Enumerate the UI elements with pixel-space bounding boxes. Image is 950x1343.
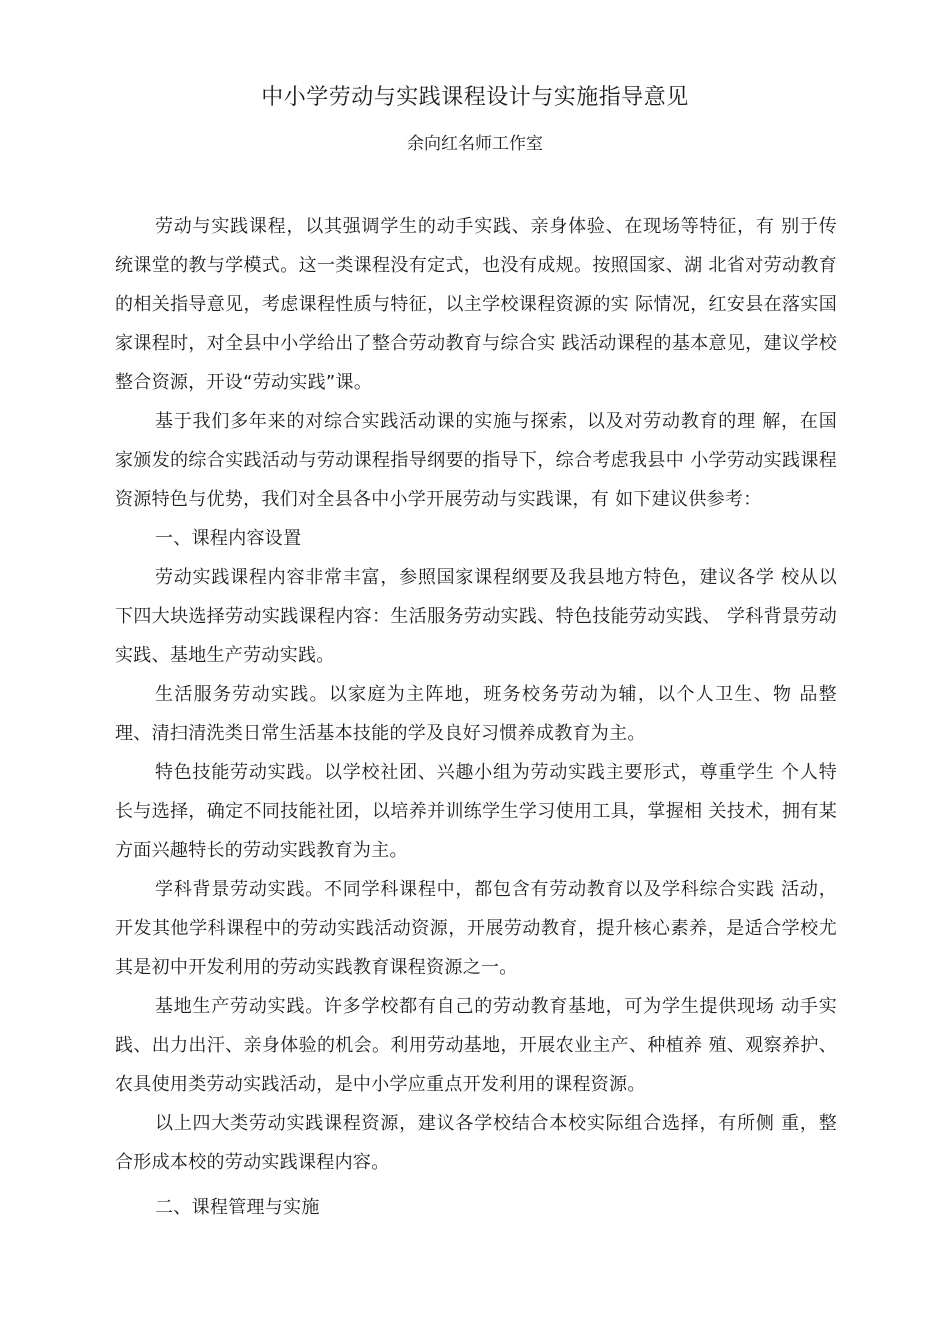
paragraph-content-overview: 劳动实践课程内容非常丰富，参照国家课程纲要及我县地方特色，建议各学 校从以下四大块选择劳动实践课程内容：生活服务劳动实践、特色技能劳动实践、 学科背景劳动实践、基地生产劳动实践。 xyxy=(115,567,837,666)
paragraph-summary: 以上四大类劳动实践课程资源，建议各学校结合本校实际组合选择，有所侧 重，整合形成本校的劳动实践课程内容。 xyxy=(115,1113,837,1173)
section-heading-course-management: 二、课程管理与实施 xyxy=(155,1197,320,1218)
section-heading-course-content: 一、课程内容设置 xyxy=(155,528,302,549)
paragraph-life-service: 生活服务劳动实践。以家庭为主阵地，班务校务劳动为辅，以个人卫生、物 品整理、清扫清洗类日常生活基本技能的学及良好习惯养成教育为主。 xyxy=(115,684,837,744)
document-body xyxy=(115,207,837,1227)
paragraph-intro: 劳动与实践课程，以其强调学生的动手实践、亲身体验、在现场等特征，有 别于传统课堂的教与学模式。这一类课程没有定式，也没有成规。按照国家、湖 北省对劳动教育的相关指导意见，考虑课程性质与特征，以主学校课程资源的实 际情况，红安县在落实国家课程时，对全县中小学给出了整合劳动教育与综合实 践活动课程的基本意见，建议学校整合资源，开设“劳动实践”课。 xyxy=(115,216,837,393)
paragraph-base-production: 基地生产劳动实践。许多学校都有自己的劳动教育基地，可为学生提供现场 动手实践、出力出汗、亲身体验的机会。利用劳动基地，开展农业主产、种植养 殖、观察养护、农具使用类劳动实践活动，是中小学应重点开发利用的课程资源。 xyxy=(115,996,837,1095)
document-title: 中小学劳动与实践课程设计与实施指导意见 xyxy=(261,85,689,110)
document-author: 余向红名师工作室 xyxy=(407,134,543,154)
paragraph-subject-background: 学科背景劳动实践。不同学科课程中，都包含有劳动教育以及学科综合实践 活动，开发其他学科课程中的劳动实践活动资源，开展劳动教育，提升核心素养，是适合学校尤其是初中开发利用的劳动实践教育课程资源之一。 xyxy=(115,879,837,978)
paragraph-basis: 基于我们多年来的对综合实践活动课的实施与探索，以及对劳动教育的理 解，在国家颁发的综合实践活动与劳动课程指导纲要的指导下，综合考虑我县中 小学劳动实践课程资源特色与优势，我们对全县各中小学开展劳动与实践课，有 如下建议供参考： xyxy=(115,411,837,510)
paragraph-special-skills: 特色技能劳动实践。以学校社团、兴趣小组为劳动实践主要形式，尊重学生 个人特长与选择，确定不同技能社团，以培养并训练学生学习使用工具，掌握相 关技术，拥有某方面兴趣特长的劳动实践教育为主。 xyxy=(115,762,837,861)
